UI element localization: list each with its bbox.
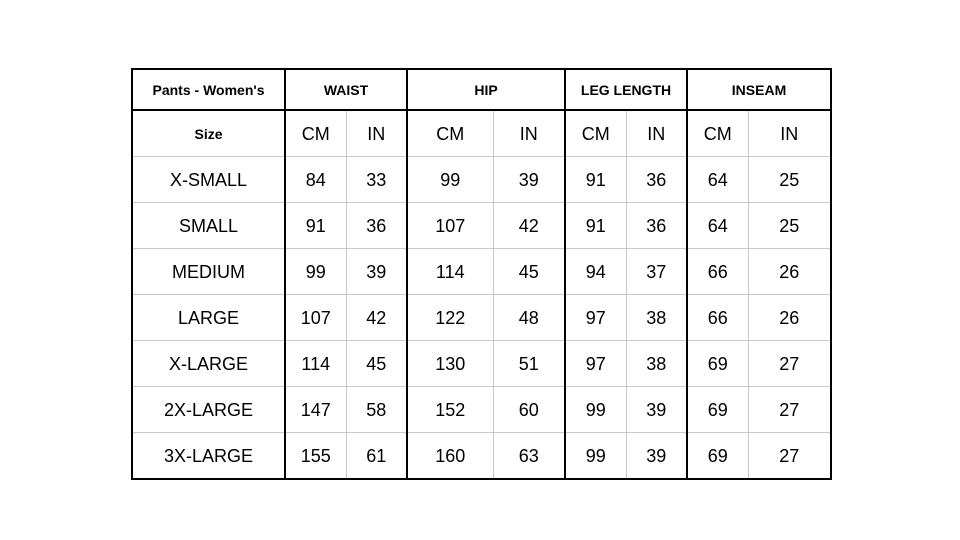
size-cell: LARGE [132,295,285,341]
unit-header: CM [687,110,748,157]
group-header-inseam: INSEAM [687,69,831,110]
unit-header: CM [407,110,493,157]
measurement-cell: 107 [285,295,346,341]
measurement-cell: 36 [626,203,687,249]
measurement-cell: 48 [493,295,565,341]
measurement-cell: 26 [748,249,831,295]
measurement-cell: 33 [346,157,407,203]
measurement-cell: 152 [407,387,493,433]
measurement-cell: 99 [565,433,626,480]
measurement-cell: 97 [565,295,626,341]
measurement-cell: 147 [285,387,346,433]
measurement-cell: 64 [687,157,748,203]
group-header-leg-length: LEG LENGTH [565,69,687,110]
table-row [132,341,831,387]
measurement-cell: 27 [748,387,831,433]
unit-header-row [132,110,831,157]
group-header-row [132,69,831,110]
size-cell: X-SMALL [132,157,285,203]
size-column-header: Size [132,110,285,157]
group-header-waist: WAIST [285,69,407,110]
unit-header: IN [346,110,407,157]
measurement-cell: 27 [748,341,831,387]
unit-header: CM [285,110,346,157]
unit-header: CM [565,110,626,157]
group-header-hip: HIP [407,69,565,110]
measurement-cell: 42 [493,203,565,249]
size-cell: 3X-LARGE [132,433,285,480]
measurement-cell: 130 [407,341,493,387]
table-row [132,387,831,433]
measurement-cell: 66 [687,249,748,295]
measurement-cell: 114 [407,249,493,295]
measurement-cell: 114 [285,341,346,387]
measurement-cell: 69 [687,341,748,387]
unit-header: IN [626,110,687,157]
measurement-cell: 45 [493,249,565,295]
measurement-cell: 99 [285,249,346,295]
size-cell: X-LARGE [132,341,285,387]
measurement-cell: 39 [493,157,565,203]
measurement-cell: 99 [407,157,493,203]
table-row [132,157,831,203]
measurement-cell: 97 [565,341,626,387]
measurement-cell: 45 [346,341,407,387]
table-row [132,203,831,249]
measurement-cell: 27 [748,433,831,480]
measurement-cell: 38 [626,341,687,387]
measurement-cell: 107 [407,203,493,249]
measurement-cell: 99 [565,387,626,433]
measurement-cell: 36 [346,203,407,249]
measurement-cell: 58 [346,387,407,433]
unit-header: IN [493,110,565,157]
measurement-cell: 64 [687,203,748,249]
measurement-cell: 69 [687,387,748,433]
size-cell: MEDIUM [132,249,285,295]
measurement-cell: 160 [407,433,493,480]
measurement-cell: 63 [493,433,565,480]
measurement-cell: 38 [626,295,687,341]
unit-header: IN [748,110,831,157]
measurement-cell: 61 [346,433,407,480]
measurement-cell: 122 [407,295,493,341]
measurement-cell: 36 [626,157,687,203]
measurement-cell: 37 [626,249,687,295]
measurement-cell: 39 [346,249,407,295]
table-title: Pants - Women's [132,69,285,110]
table-row [132,433,831,480]
measurement-cell: 66 [687,295,748,341]
measurement-cell: 39 [626,433,687,480]
measurement-cell: 91 [565,157,626,203]
measurement-cell: 91 [285,203,346,249]
measurement-cell: 51 [493,341,565,387]
measurement-cell: 91 [565,203,626,249]
measurement-cell: 26 [748,295,831,341]
measurement-cell: 69 [687,433,748,480]
measurement-cell: 94 [565,249,626,295]
measurement-cell: 39 [626,387,687,433]
measurement-cell: 60 [493,387,565,433]
measurement-cell: 25 [748,203,831,249]
table-row [132,249,831,295]
size-cell: SMALL [132,203,285,249]
measurement-cell: 84 [285,157,346,203]
measurement-cell: 155 [285,433,346,480]
measurement-cell: 25 [748,157,831,203]
table-row [132,295,831,341]
measurement-cell: 42 [346,295,407,341]
size-cell: 2X-LARGE [132,387,285,433]
size-chart-table [131,68,832,480]
